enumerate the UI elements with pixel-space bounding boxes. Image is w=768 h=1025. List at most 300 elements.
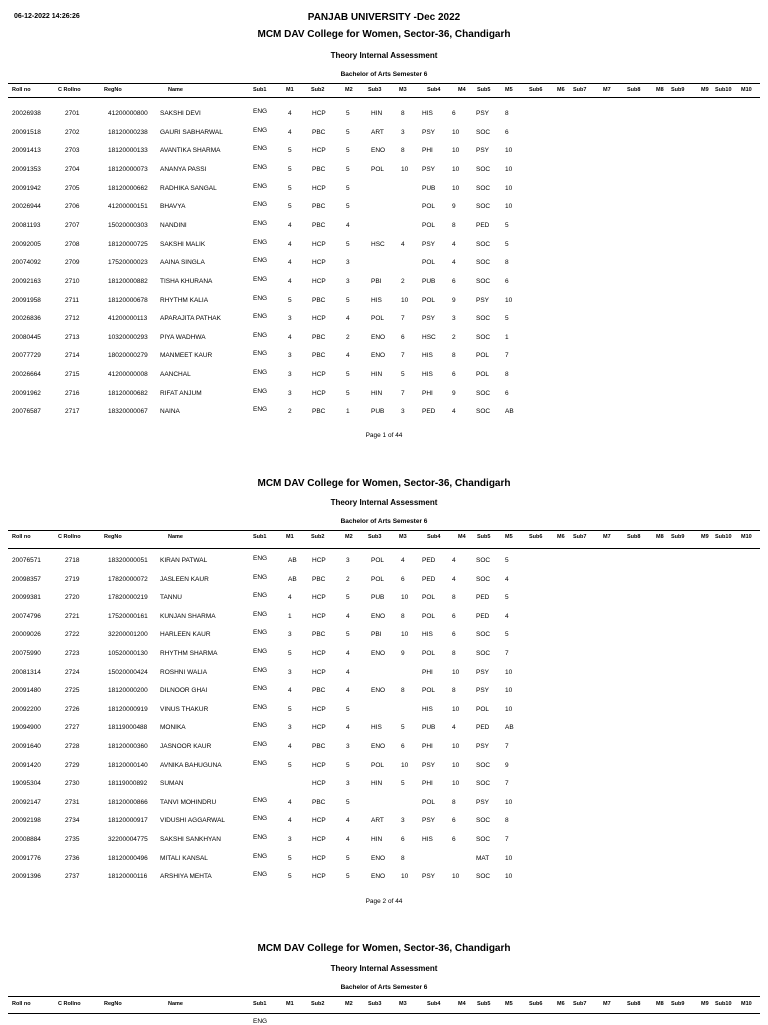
table-cell: ENO xyxy=(371,333,386,341)
table-cell: 4 xyxy=(346,352,350,360)
table-cell: 2737 xyxy=(65,873,80,881)
table-cell: AANCHAL xyxy=(160,371,191,379)
table-cell: 20091353 xyxy=(12,165,41,173)
table-cell: ENG xyxy=(253,871,268,879)
table-cell: PSY xyxy=(476,668,490,676)
column-header: Sub7 xyxy=(573,534,587,540)
column-header: M1 xyxy=(286,87,294,93)
table-cell: 1 xyxy=(288,612,292,620)
table-cell: 5 xyxy=(288,203,292,211)
table-cell: PHI xyxy=(422,743,433,750)
table-cell: SOC xyxy=(476,817,491,825)
table-cell: PED xyxy=(422,575,436,583)
table-cell: 18120000882 xyxy=(108,277,148,285)
table-cell: ENG xyxy=(253,722,268,730)
column-header: Sub1 xyxy=(253,534,267,540)
table-cell: SOC xyxy=(476,631,491,639)
table-cell: ENG xyxy=(253,238,268,246)
table-cell: ENG xyxy=(253,815,268,823)
table-cell: 20092198 xyxy=(12,817,41,825)
table-cell: ENG xyxy=(253,685,268,693)
course-title: Bachelor of Arts Semester 6 xyxy=(340,984,428,991)
table-cell: HCP xyxy=(312,873,326,881)
table-cell: 6 xyxy=(505,389,509,397)
table-cell: 17520000161 xyxy=(108,612,148,620)
table-cell: 7 xyxy=(401,389,405,397)
column-header: M8 xyxy=(656,87,664,93)
table-cell: 10 xyxy=(452,668,460,676)
table-cell: PUB xyxy=(422,277,436,285)
table-cell: 5 xyxy=(346,184,350,192)
table-cell: 2705 xyxy=(65,184,80,192)
column-header: RegNo xyxy=(104,87,122,93)
table-cell: POL xyxy=(422,612,436,620)
table-cell: 5 xyxy=(346,165,350,173)
table-cell: 3 xyxy=(346,259,350,267)
table-cell: 5 xyxy=(401,724,405,732)
table-cell: PBC xyxy=(312,221,326,229)
college-title: MCM DAV College for Women, Sector-36, Chandigarh xyxy=(257,478,511,489)
table-cell: 4 xyxy=(346,221,350,229)
table-cell: 4 xyxy=(288,110,292,117)
table-cell: 20091958 xyxy=(12,296,41,304)
table-cell: 41200000008 xyxy=(108,371,148,379)
course-title: Bachelor of Arts Semester 6 xyxy=(340,518,428,525)
column-header: Sub5 xyxy=(477,87,491,93)
table-cell: 10 xyxy=(505,705,513,713)
table-cell: 4 xyxy=(288,221,292,229)
table-cell: 5 xyxy=(288,705,292,713)
table-cell: KIRAN PATWAL xyxy=(160,557,208,564)
table-cell: 20099381 xyxy=(12,594,41,602)
column-header: Sub8 xyxy=(627,534,641,540)
table-cell: PHI xyxy=(422,668,433,676)
table-cell: PBC xyxy=(312,575,326,583)
column-header: Sub3 xyxy=(368,1001,382,1007)
column-header: Sub5 xyxy=(477,1001,491,1007)
table-cell: 20077729 xyxy=(12,352,41,360)
table-cell: 20009026 xyxy=(12,631,41,639)
table-cell: 4 xyxy=(288,240,292,248)
table-cell: ENO xyxy=(371,743,386,750)
table-cell: 18120000238 xyxy=(108,128,148,136)
table-cell: 5 xyxy=(505,631,509,639)
table-cell: 5 xyxy=(346,296,350,304)
table-cell: PSY xyxy=(476,296,490,304)
table-cell: 20091640 xyxy=(12,743,41,750)
table-cell: HCP xyxy=(312,650,326,657)
table-cell: ART xyxy=(371,128,384,136)
table-cell: PUB xyxy=(371,408,385,416)
column-header: M6 xyxy=(557,87,565,93)
table-cell: 7 xyxy=(505,780,509,788)
table-cell: MAT xyxy=(476,854,490,862)
table-cell: PED xyxy=(422,408,436,416)
table-cell: 2720 xyxy=(65,594,80,602)
table-cell: ENO xyxy=(371,147,386,155)
table-cell: 8 xyxy=(452,798,456,806)
table-cell: 3 xyxy=(401,817,405,825)
table-cell: 41200000113 xyxy=(108,315,148,323)
table-cell: HIS xyxy=(422,352,433,360)
table-cell: HCP xyxy=(312,147,326,155)
table-cell: 4 xyxy=(288,259,292,267)
table-cell: 20008884 xyxy=(12,836,41,843)
table-cell: ENG xyxy=(253,257,268,265)
table-cell: 10 xyxy=(505,687,513,695)
table-cell: 20026836 xyxy=(12,315,41,323)
table-cell: POL xyxy=(371,761,385,769)
table-cell: ENG xyxy=(253,834,268,841)
column-header: M5 xyxy=(505,534,513,540)
column-header: M10 xyxy=(741,87,752,93)
table-cell: 17820000219 xyxy=(108,594,148,602)
table-cell: 4 xyxy=(288,594,292,602)
table-cell: 2717 xyxy=(65,408,80,416)
table-cell: 2718 xyxy=(65,557,80,564)
table-cell: ENO xyxy=(371,873,386,881)
table-cell: ENO xyxy=(371,687,386,695)
table-cell: 18119000488 xyxy=(108,724,148,732)
table-cell: 10 xyxy=(452,743,460,750)
table-cell: ENG xyxy=(253,145,268,153)
table-cell: ENG xyxy=(253,387,268,395)
table-cell: HCP xyxy=(312,668,326,676)
table-cell: 10 xyxy=(401,165,409,173)
table-cell: ENO xyxy=(371,352,386,360)
column-header: M7 xyxy=(603,534,611,540)
table-cell: 3 xyxy=(288,389,292,397)
table-cell: 6 xyxy=(505,128,509,136)
column-header: M9 xyxy=(701,87,709,93)
table-cell: PSY xyxy=(476,687,490,695)
table-cell: 8 xyxy=(505,259,509,267)
column-header: Sub3 xyxy=(368,87,382,93)
table-cell: PED xyxy=(476,594,490,602)
table-cell: 6 xyxy=(452,110,456,117)
table-cell: POL xyxy=(422,296,436,304)
table-cell: 4 xyxy=(346,836,350,843)
table-cell: JASNOOR KAUR xyxy=(160,743,212,750)
table-cell: 5 xyxy=(401,780,405,788)
table-cell: PUB xyxy=(422,184,436,192)
table-cell: ANANYA PASSI xyxy=(160,165,207,173)
table-cell: 2730 xyxy=(65,780,80,788)
table-cell: 2714 xyxy=(65,352,80,360)
table-cell: POL xyxy=(422,650,436,657)
table-cell: ENG xyxy=(253,219,268,227)
table-cell: 5 xyxy=(346,854,350,862)
table-cell: PBC xyxy=(312,128,326,136)
table-cell: JASLEEN KAUR xyxy=(160,575,209,583)
table-cell: 2721 xyxy=(65,612,80,620)
table-cell: 5 xyxy=(346,705,350,713)
table-cell: HCP xyxy=(312,836,326,843)
table-cell: 2727 xyxy=(65,724,80,732)
column-header: Sub1 xyxy=(253,1001,267,1007)
table-cell: 10 xyxy=(401,631,409,639)
table-cell: SOC xyxy=(476,165,491,173)
column-header: M3 xyxy=(399,87,407,93)
table-cell: ENG xyxy=(253,759,268,767)
table-cell: 2 xyxy=(346,333,350,341)
table-cell: 2713 xyxy=(65,333,80,341)
column-header: Sub2 xyxy=(311,534,325,540)
table-cell: 4 xyxy=(346,687,350,695)
table-cell: 20026938 xyxy=(12,110,41,117)
table-cell: 2 xyxy=(346,575,350,583)
table-cell: MITALI KANSAL xyxy=(160,854,208,862)
table-cell: HIS xyxy=(422,371,433,379)
table-cell: SAKSHI MALIK xyxy=(160,240,206,248)
table-cell: ENG xyxy=(253,182,268,190)
table-cell: AB xyxy=(288,557,297,564)
table-cell: 2708 xyxy=(65,240,80,248)
table-cell: VIDUSHI AGGARWAL xyxy=(160,817,226,825)
table-cell: 10 xyxy=(452,873,460,881)
table-cell: 18120000917 xyxy=(108,817,148,825)
table-cell: 20081193 xyxy=(12,221,41,229)
table-cell: ENG xyxy=(253,163,268,171)
table-cell: 4 xyxy=(346,724,350,732)
table-cell: 8 xyxy=(505,817,509,825)
table-cell: 5 xyxy=(505,221,509,229)
table-cell: 18120000662 xyxy=(108,184,148,192)
table-cell: 20098357 xyxy=(12,575,41,583)
table-cell: APARAJITA PATHAK xyxy=(160,315,221,323)
table-cell: 10 xyxy=(401,594,409,602)
table-cell: 4 xyxy=(452,259,456,267)
assessment-title: Theory Internal Assessment xyxy=(330,498,438,507)
table-cell: 10 xyxy=(505,203,513,211)
table-cell: SOC xyxy=(476,203,491,211)
table-cell: 4 xyxy=(452,724,456,732)
table-cell: ENG xyxy=(253,610,268,618)
column-header: Name xyxy=(168,534,183,540)
table-cell: 10 xyxy=(401,873,409,881)
college-title: MCM DAV College for Women, Sector-36, Chandigarh xyxy=(257,29,511,40)
column-header: M9 xyxy=(701,1001,709,1007)
header-rule xyxy=(8,530,760,531)
table-cell: PSY xyxy=(476,110,490,117)
table-cell: 5 xyxy=(346,203,350,211)
column-header: Sub9 xyxy=(671,1001,685,1007)
table-cell: 6 xyxy=(452,817,456,825)
table-cell: HIS xyxy=(422,631,433,639)
table-cell: HCP xyxy=(312,110,326,117)
table-cell: 6 xyxy=(452,277,456,285)
table-cell: HCP xyxy=(312,184,326,192)
table-cell: 2723 xyxy=(65,650,80,657)
table-cell: SOC xyxy=(476,873,491,881)
table-cell: 6 xyxy=(452,371,456,379)
table-cell: PHI xyxy=(422,780,433,788)
table-cell: 5 xyxy=(288,761,292,769)
table-cell: HSC xyxy=(371,240,385,248)
table-cell: ARSHIYA MEHTA xyxy=(160,873,212,881)
column-header: Sub1 xyxy=(253,87,267,93)
column-header: C Rollno xyxy=(58,1001,81,1007)
table-cell: HCP xyxy=(312,761,326,769)
table-cell: HIN xyxy=(371,110,383,117)
table-cell: PBC xyxy=(312,743,326,750)
table-cell: AVNIKA BAHUGUNA xyxy=(160,761,222,769)
table-cell: ART xyxy=(371,817,384,825)
table-cell: 20092147 xyxy=(12,798,41,806)
table-cell: 10 xyxy=(452,165,460,173)
table-cell: PUB xyxy=(422,724,436,732)
table-cell: 18120000116 xyxy=(108,873,148,881)
table-cell: PHI xyxy=(422,147,433,155)
table-cell: 5 xyxy=(346,128,350,136)
table-cell: 3 xyxy=(346,743,350,750)
column-header: M5 xyxy=(505,1001,513,1007)
column-header: C Rollno xyxy=(58,87,81,93)
table-cell: HCP xyxy=(312,705,326,713)
table-cell: 7 xyxy=(401,315,405,323)
table-cell: 8 xyxy=(505,110,509,117)
column-header: Roll no xyxy=(12,87,31,93)
table-cell: 20091942 xyxy=(12,184,41,192)
table-cell: 2726 xyxy=(65,705,80,713)
table-cell: POL xyxy=(422,203,436,211)
table-cell: 8 xyxy=(505,371,509,379)
table-cell: 10 xyxy=(401,296,409,304)
table-cell: 10 xyxy=(505,873,513,881)
table-cell: AB xyxy=(505,408,514,416)
column-header: Sub5 xyxy=(477,534,491,540)
table-cell: PSY xyxy=(422,873,436,881)
table-cell: SAKSHI DEVI xyxy=(160,110,201,117)
assessment-title: Theory Internal Assessment xyxy=(330,51,438,60)
table-cell: 2709 xyxy=(65,259,80,267)
table-cell: 2729 xyxy=(65,761,80,769)
table-cell: RIFAT ANJUM xyxy=(160,389,202,397)
table-cell: MONIKA xyxy=(160,724,186,732)
column-header: M4 xyxy=(458,534,466,540)
table-cell: ENG xyxy=(253,741,268,748)
table-cell: ENG xyxy=(253,629,268,637)
page-footer: Page 1 of 44 xyxy=(365,432,403,439)
table-cell: 15020000424 xyxy=(108,668,148,676)
table-cell: 9 xyxy=(452,296,456,304)
table-cell: 18120000200 xyxy=(108,687,148,695)
table-cell: 9 xyxy=(452,389,456,397)
column-header: M2 xyxy=(345,534,353,540)
table-cell: DILNOOR GHAI xyxy=(160,687,208,695)
table-cell: AVANTIKA SHARMA xyxy=(160,147,221,155)
table-cell: 18320000067 xyxy=(108,408,148,416)
table-cell: 5 xyxy=(288,147,292,155)
table-cell: 2702 xyxy=(65,128,80,136)
table-cell: HIN xyxy=(371,780,383,788)
table-cell: 6 xyxy=(401,836,405,843)
table-cell: 2712 xyxy=(65,315,80,323)
table-cell: PSY xyxy=(476,798,490,806)
table-cell: ENG xyxy=(253,313,268,321)
table-cell: 18120000140 xyxy=(108,761,148,769)
table-cell: POL xyxy=(371,575,385,583)
table-cell: 8 xyxy=(401,854,405,862)
column-header: Sub7 xyxy=(573,1001,587,1007)
table-cell: 2710 xyxy=(65,277,80,285)
table-cell: 20092005 xyxy=(12,240,41,248)
table-cell: 5 xyxy=(401,371,405,379)
table-cell: HIS xyxy=(371,724,382,732)
page-footer: Page 2 of 44 xyxy=(365,898,403,905)
table-cell: 3 xyxy=(346,780,350,788)
table-cell: 8 xyxy=(452,650,456,657)
table-cell: ENO xyxy=(371,854,386,862)
table-cell: PBC xyxy=(312,296,326,304)
table-cell: 5 xyxy=(505,594,509,602)
column-header: M8 xyxy=(656,1001,664,1007)
table-cell: 2734 xyxy=(65,817,80,825)
table-cell: 20080445 xyxy=(12,333,41,341)
table-cell: 20092163 xyxy=(12,277,41,285)
table-cell: 4 xyxy=(401,240,405,248)
table-cell: 7 xyxy=(401,352,405,360)
column-header: Sub9 xyxy=(671,534,685,540)
table-cell: 6 xyxy=(401,743,405,750)
table-cell: PSY xyxy=(422,128,436,136)
table-cell: SOC xyxy=(476,128,491,136)
table-cell: 2 xyxy=(452,333,456,341)
table-cell: 5 xyxy=(346,389,350,397)
table-cell: 2731 xyxy=(65,798,80,806)
table-cell: 6 xyxy=(452,836,456,843)
table-cell: ENG xyxy=(253,331,268,339)
table-cell: SOC xyxy=(476,389,491,397)
column-header: Sub6 xyxy=(529,534,543,540)
table-cell: POL xyxy=(422,594,436,602)
table-cell: KUNJAN SHARMA xyxy=(160,612,216,620)
table-cell: 41200000800 xyxy=(108,110,148,117)
table-cell: POL xyxy=(422,221,436,229)
table-cell: 15020000303 xyxy=(108,221,148,229)
table-cell: 5 xyxy=(288,873,292,881)
table-cell: GAURI SABHARWAL xyxy=(160,128,223,136)
table-cell: 10 xyxy=(401,761,409,769)
table-cell: 3 xyxy=(401,128,405,136)
table-cell: TISHA KHURANA xyxy=(160,277,213,285)
table-cell: 10 xyxy=(505,184,513,192)
column-header: Name xyxy=(168,1001,183,1007)
table-cell: 3 xyxy=(288,724,292,732)
header-rule xyxy=(8,548,760,549)
table-cell: 20092200 xyxy=(12,705,41,713)
table-cell: 4 xyxy=(346,650,350,657)
table-cell: 5 xyxy=(346,371,350,379)
table-cell: 10 xyxy=(505,147,513,155)
column-header: M9 xyxy=(701,534,709,540)
table-cell: POL xyxy=(371,557,385,564)
table-cell: 2735 xyxy=(65,836,80,843)
table-cell: ENG xyxy=(253,406,268,414)
table-cell: 10 xyxy=(505,165,513,173)
table-cell: 3 xyxy=(288,371,292,379)
table-cell: SOC xyxy=(476,650,491,657)
table-cell: 4 xyxy=(452,557,456,564)
table-cell: 3 xyxy=(452,315,456,323)
table-cell: 19094900 xyxy=(12,724,41,732)
column-header: Sub10 xyxy=(715,1001,732,1007)
table-cell: PSY xyxy=(422,761,436,769)
table-cell: 2 xyxy=(288,408,292,416)
table-cell: 4 xyxy=(401,557,405,564)
table-cell: ENG xyxy=(253,852,268,860)
column-header: Sub3 xyxy=(368,534,382,540)
